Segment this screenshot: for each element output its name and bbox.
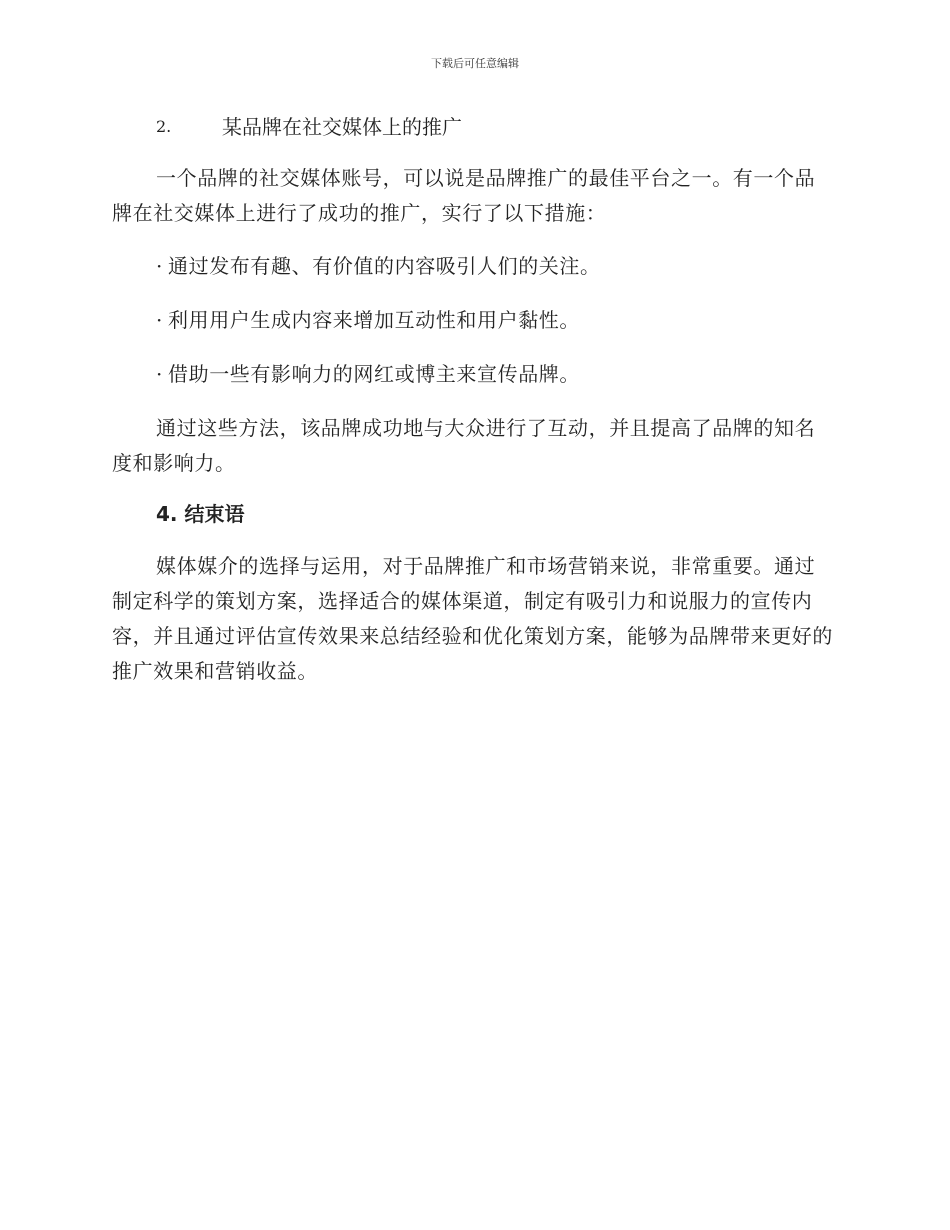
subheading-title: 某品牌在社交媒体上的推广 xyxy=(222,115,462,139)
bullet-text: 利用用户生成内容来增加互动性和用户黏性。 xyxy=(168,308,580,332)
subheading-number: 2. xyxy=(156,117,172,136)
result-paragraph: 通过这些方法，该品牌成功地与大众进行了互动，并且提高了品牌的知名度和影响力。 xyxy=(112,416,816,475)
page-header-note: 下载后可任意编辑 xyxy=(431,57,519,70)
bullet-item xyxy=(156,357,834,392)
conclusion-heading: 4. 结束语 xyxy=(156,502,245,526)
case-subheading xyxy=(156,112,834,142)
bullet-marker: · xyxy=(156,308,163,332)
bullet-text: 通过发布有趣、有价值的内容吸引人们的关注。 xyxy=(168,254,601,278)
bullet-item xyxy=(156,303,834,338)
bullet-marker: · xyxy=(156,362,163,386)
bullet-text: 借助一些有影响力的网红或博主来宣传品牌。 xyxy=(168,362,580,386)
conclusion-paragraph: 媒体媒介的选择与运用，对于品牌推广和市场营销来说，非常重要。通过制定科学的策划方案，选择适合的媒体渠道，制定有吸引力和说服力的宣传内容，并且通过评估宣传效果来总结经验和优化策划方案，能够为品牌带来更好的推广效果和营销收益。 xyxy=(112,554,833,683)
bullet-item xyxy=(156,249,834,284)
bullet-marker: · xyxy=(156,254,163,278)
intro-paragraph: 一个品牌的社交媒体账号，可以说是品牌推广的最佳平台之一。有一个品牌在社交媒体上进行了成功的推广，实行了以下措施： xyxy=(112,166,816,225)
document-body xyxy=(112,112,834,707)
